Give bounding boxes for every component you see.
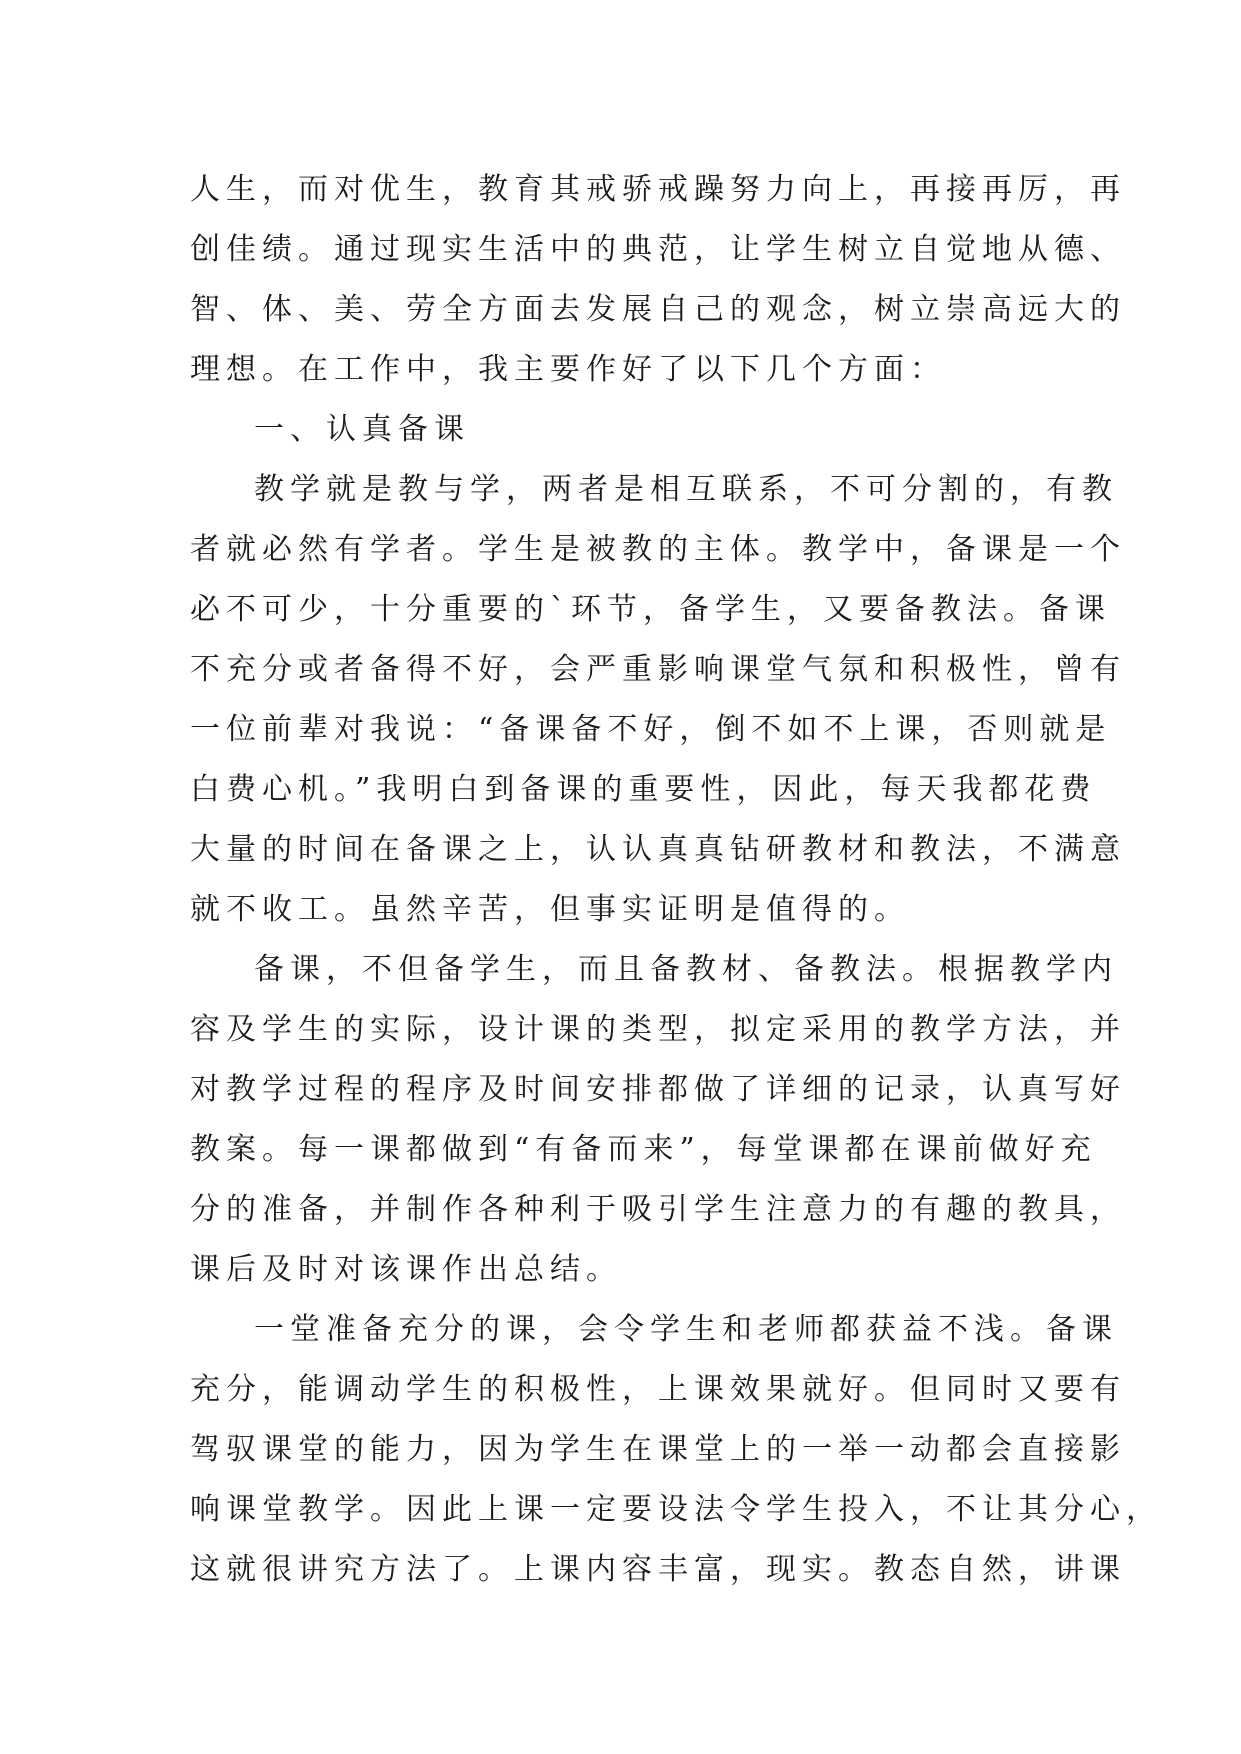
- body-text: [190, 160, 1162, 1600]
- text-line: 不充分或者备得不好，会严重影响课堂气氛和积极性，曾有: [190, 652, 1126, 687]
- text-line: 教学就是教与学，两者是相互联系，不可分割的，有教: [254, 472, 1118, 507]
- text-line: 智、体、美、劳全方面去发展自己的观念，树立崇高远大的: [190, 292, 1126, 327]
- text-line: 充分，能调动学生的积极性，上课效果就好。但同时又要有: [190, 1372, 1126, 1407]
- text-line: 一堂准备充分的课，会令学生和老师都获益不浅。备课: [254, 1312, 1118, 1347]
- text-line: 响课堂教学。因此上课一定要设法令学生投入，不让其分心，: [190, 1492, 1162, 1527]
- text-line: 分的准备，并制作各种利于吸引学生注意力的有趣的教具，: [190, 1192, 1126, 1227]
- text-line: 必不可少，十分重要的`环节，备学生，又要备教法。备课: [190, 592, 1111, 627]
- text-line: 创佳绩。通过现实生活中的典范，让学生树立自觉地从德、: [190, 232, 1126, 267]
- text-line: 一、认真备课: [254, 412, 470, 447]
- text-line: 教案。每一课都做到“有备而来”，每堂课都在课前做好充: [190, 1132, 1097, 1167]
- text-line: 人生，而对优生，教育其戒骄戒躁努力向上，再接再厉，再: [190, 172, 1126, 207]
- text-line: 对教学过程的程序及时间安排都做了详细的记录，认真写好: [190, 1072, 1126, 1107]
- text-line: 驾驭课堂的能力，因为学生在课堂上的一举一动都会直接影: [190, 1432, 1126, 1467]
- text-line: 容及学生的实际，设计课的类型，拟定采用的教学方法，并: [190, 1012, 1126, 1047]
- text-line: 大量的时间在备课之上，认认真真钻研教材和教法，不满意: [190, 832, 1126, 867]
- text-line: 课后及时对该课作出总结。: [190, 1252, 622, 1287]
- text-line: 备课，不但备学生，而且备教材、备教法。根据教学内: [254, 952, 1118, 987]
- text-line: 理想。在工作中，我主要作好了以下几个方面：: [190, 352, 946, 387]
- text-line: 一位前辈对我说：“备课备不好，倒不如不上课，否则就是: [190, 712, 1112, 747]
- text-line: 就不收工。虽然辛苦，但事实证明是值得的。: [190, 892, 910, 927]
- text-line: 者就必然有学者。学生是被教的主体。教学中，备课是一个: [190, 532, 1126, 567]
- text-line: 白费心机。”我明白到备课的重要性，因此，每天我都花费: [190, 772, 1097, 807]
- text-line: 这就很讲究方法了。上课内容丰富，现实。教态自然，讲课: [190, 1552, 1126, 1587]
